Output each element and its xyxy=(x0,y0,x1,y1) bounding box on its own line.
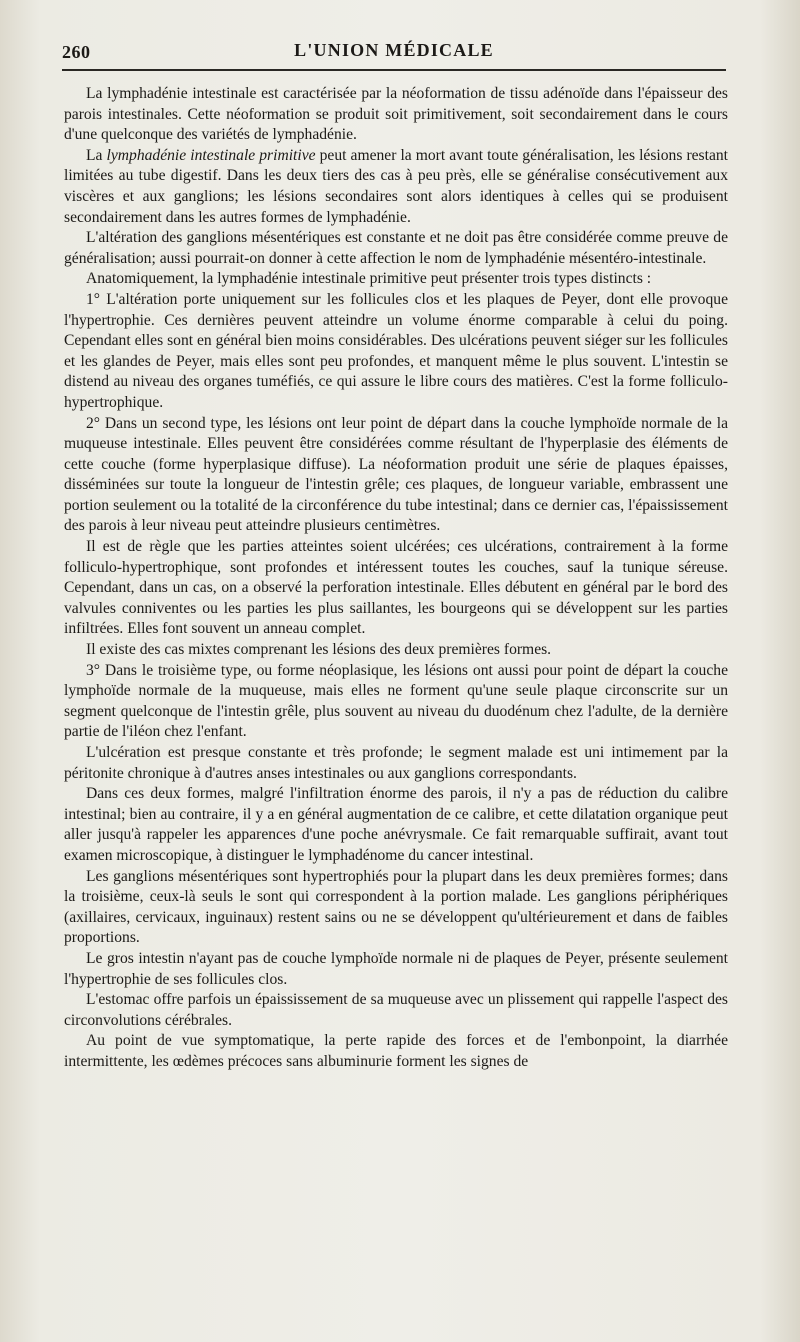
italic-term: lymphadénie intestinale primitive xyxy=(106,146,316,164)
journal-title: L'UNION MÉDICALE xyxy=(294,40,494,60)
paragraph: Il existe des cas mixtes comprenant les lésions des deux premières formes. xyxy=(86,641,552,659)
paragraph: Au point de vue symptomatique, la perte rapide des forces et de l'embonpoint, la diarrhée intermittente, les œdèmes précoces sans albuminurie forment les signes de xyxy=(64,1032,728,1070)
paragraph: Il est de règle que les parties atteintes soient ulcérées; ces ulcérations, contrairement à la forme folliculo-hypertrophique, sont profondes et intéressent toutes les couches, sauf la tunique séreuse. Cependant, dans un cas, on a observé la perforation intestinale. Elles débutent en général par le bord des valvules conniventes ou les parties les plus saillantes, les bourgeons qui se développent sur les parties infiltrées. Elles font souvent un anneau complet. xyxy=(64,538,728,638)
paragraph: Les ganglions mésentériques sont hypertrophiés pour la plupart dans les deux premières formes; dans la troisième, ceux-là seuls le sont qui correspondent à la portion malade. Les ganglions périphériques (axillaires, cervicaux, inguinaux) restent sains ou ne se développent qu'ultérieurement et dans de faibles proportions. xyxy=(64,867,728,947)
paragraph-rest: peut amener la mort avant toute généralisation, les lésions restant limitées au tube digestif. Dans les deux tiers des cas à peu près, elle se généralise consécutivement aux viscères et aux ganglions; les lésions secondaires sont alors identiques à celles qui se produisent secondairement dans les autres formes de lymphadénie. xyxy=(64,146,729,226)
page-number: 260 xyxy=(62,42,91,62)
paragraph: Anatomiquement, la lymphadénie intestinale primitive peut présenter trois types distincts : xyxy=(86,270,652,288)
paragraph: Le gros intestin n'ayant pas de couche lymphoïde normale ni de plaques de Peyer, présente seulement l'hypertrophie de ses follicules clos. xyxy=(64,949,728,988)
paragraph: 3° Dans le troisième type, ou forme néoplasique, les lésions ont aussi pour point de départ la couche lymphoïde normale de la muqueuse, mais elles ne forment qu'une seule plaque circonscrite sur un segment quelconque de l'intestin grêle, plus souvent au niveau du duodénum chez l'adulte, de la dernière partie de l'iléon chez l'enfant. xyxy=(64,661,728,741)
paragraph: L'ulcération est presque constante et très profonde; le segment malade est uni intimement par la péritonite chronique à d'autres anses intestinales ou aux ganglions correspondants. xyxy=(64,744,728,782)
header-rule xyxy=(62,69,726,71)
paragraph: 1° L'altération porte uniquement sur les follicules clos et les plaques de Peyer, dont elle provoque l'hypertrophie. Ces dernières peuvent atteindre un volume énorme comparable à celui du poing. Cependant elles sont en général bien moins considérables. Des ulcérations peuvent siéger sur les follicules et les glandes de Peyer, mais elles sont peu profondes, et manquent même le plus souvent. L'intestin se distend au niveau des organes tuméfiés, ce qui assure le libre cours des matières. C'est la forme folliculo-hypertrophique. xyxy=(64,290,728,411)
paragraph: La lymphadénie intestinale est caractérisée par la néoformation de tissu adénoïde dans l'épaisseur des parois intestinales. Cette néoformation se produit soit primitivement, soit secondairement dans le cours d'une quelconque des variétés de lymphadénie. xyxy=(64,85,728,144)
paragraph: 2° Dans un second type, les lésions ont leur point de départ dans la couche lymphoïde normale de la muqueuse intestinale. Elles peuvent être considérées comme résultant de l'hyperplasie des éléments de cette couche (forme hyperplasique diffuse). La néoformation produit une série de plaques épaisses, disséminées sur toute la longueur de l'intestin grêle; ces plaques, de longueur variable, embrassent une portion seulement ou la totalité de la circonférence du tube intestinal; dans ce dernier cas, l'épaississement des parois à leur niveau peut atteindre plusieurs centimètres. xyxy=(64,414,728,535)
body-text xyxy=(64,84,728,1073)
paragraph: Dans ces deux formes, malgré l'infiltration énorme des parois, il n'y a pas de réduction du calibre intestinal; bien au contraire, il y a en général augmentation de ce calibre, et cette dilatation organique peut aller jusqu'à rappeler les apparences d'une poche anévrysmale. Ce fait remarquable suffirait, avant tout examen microscopique, à distinguer le lymphadénome du cancer intestinal. xyxy=(64,785,728,864)
paragraph xyxy=(64,146,728,228)
paragraph: L'estomac offre parfois un épaississement de sa muqueuse avec un plissement qui rappelle l'aspect des circonvolutions cérébrales. xyxy=(64,991,728,1029)
paragraph: L'altération des ganglions mésentériques est constante et ne doit pas être considérée comme preuve de généralisation; aussi pourrait-on donner à cette affection le nom de lymphadénie mésentéro-intestinale. xyxy=(64,229,728,267)
running-header xyxy=(62,38,726,64)
paragraph-lead: La xyxy=(86,146,103,164)
